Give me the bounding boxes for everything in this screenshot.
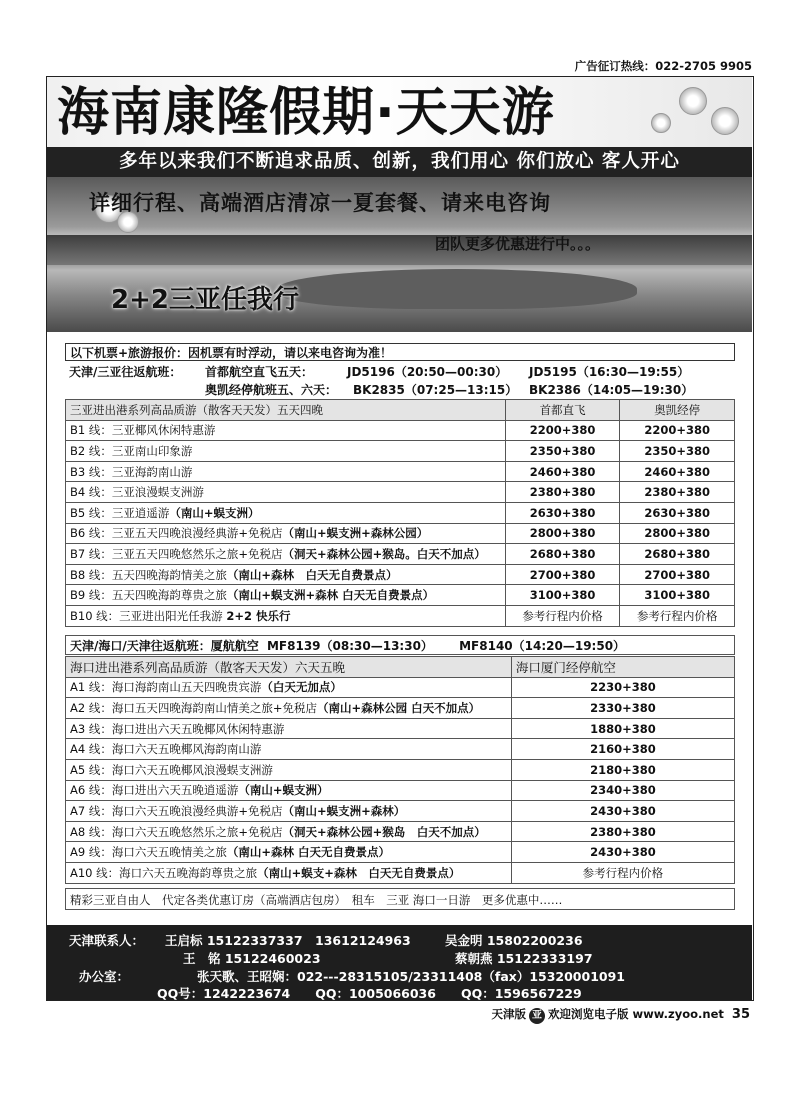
price-cell: 2700+380 xyxy=(505,564,620,585)
price-cell: 2680+380 xyxy=(505,544,620,565)
route-name: A9 线：海口六天五晚情美之旅 xyxy=(70,845,227,860)
banner-headline: 详细行程、高端酒店清凉一夏套餐、请来电咨询 xyxy=(89,191,551,215)
banner-group-offer: 团队更多优惠进行中。。。 xyxy=(435,235,601,253)
route-name: B10 线：三亚进出阳光任我游 xyxy=(70,608,227,623)
price-cell: 2350+380 xyxy=(620,441,735,462)
footer-website[interactable]: 欢迎浏览电子版 www.zyoo.net xyxy=(548,1007,724,1021)
price-cell: 2160+380 xyxy=(511,739,734,760)
price-cell: 2380+380 xyxy=(620,482,735,503)
route-highlight: （洞天+森林公园+猴岛 白天不加点） xyxy=(282,824,486,839)
price-cell: 2680+380 xyxy=(620,544,735,565)
haikou-price-table xyxy=(65,656,735,884)
table-row xyxy=(66,780,735,801)
table-header-row xyxy=(66,400,735,421)
price-cell: 2630+380 xyxy=(620,502,735,523)
capital-flight-1: JD5196（20:50—00:30） xyxy=(347,365,508,379)
edition-label: 天津版 xyxy=(491,1007,527,1021)
zyoo-logo-icon: 亚 xyxy=(529,1008,545,1024)
haikou-flight-1: MF8139（08:30—13:30） xyxy=(266,639,433,653)
price-cell: 2230+380 xyxy=(511,677,734,698)
contact-block xyxy=(47,925,752,1001)
col-capital-direct: 首都直飞 xyxy=(505,400,620,421)
ad-hotline: 广告征订热线：022-2705 9905 xyxy=(574,59,752,73)
table-row xyxy=(66,461,735,482)
route-name: B5 线：三亚逍遥游 xyxy=(70,505,170,520)
table-header-row xyxy=(66,657,735,678)
route-highlight: 2+2 快乐行 xyxy=(226,608,291,623)
route-highlight: （白天无加点） xyxy=(261,680,342,695)
route-name: A3 线：海口进出六天五晚椰风休闲特惠游 xyxy=(70,721,285,736)
banner-package-name: 2+2三亚任我行 xyxy=(111,285,299,315)
table-row xyxy=(66,544,735,565)
contact-wu-jinming: 吴金明 15802200236 xyxy=(445,933,583,948)
route-name: B4 线：三亚浪漫蜈支洲游 xyxy=(70,485,204,500)
okay-airline-label: 奥凯经停航班五、六天： xyxy=(205,383,338,397)
route-name: B6 线：三亚五天四晚浪漫经典游+免税店 xyxy=(70,526,283,541)
qq-numbers: QQ号：1242223674 QQ：1005066036 QQ：1596567229 xyxy=(157,986,582,1001)
table-row xyxy=(66,842,735,863)
plumeria-flower-icon xyxy=(651,113,671,133)
route-highlight: （南山+蜈支+森林 白天无自费景点） xyxy=(257,865,461,880)
office-label: 办公室： xyxy=(79,969,130,984)
route-highlight: （洞天+森林公园+猴岛。白天不加点） xyxy=(282,546,486,561)
sanya-flight-label: 天津/三亚往返航班： xyxy=(69,365,182,379)
price-cell: 参考行程内价格 xyxy=(620,605,735,626)
route-name: A6 线：海口进出六天五晚逍遥游 xyxy=(70,783,239,798)
route-name: A8 线：海口六天五晚悠然乐之旅+免税店 xyxy=(70,824,283,839)
price-cell: 2200+380 xyxy=(620,420,735,441)
route-highlight: （南山+蜈支洲） xyxy=(169,505,260,520)
price-cell: 2180+380 xyxy=(511,759,734,780)
col-haikou-xiamen-stop: 海口厦门经停航空 xyxy=(511,657,734,678)
brand-title: 海南康隆假期·天天游 xyxy=(57,83,555,143)
route-name: A10 线：海口六天五晚海韵尊贵之旅 xyxy=(70,865,258,880)
route-name: A5 线：海口六天五晚椰风浪漫蜈支洲游 xyxy=(70,762,273,777)
contact-cai-chaoyan: 蔡朝燕 15122333197 xyxy=(455,951,593,966)
plumeria-flower-icon xyxy=(679,87,707,115)
hills-silhouette xyxy=(47,235,752,265)
contact-wang-qibiao: 王启标 15122337337 13612124963 xyxy=(165,933,411,948)
price-note: 以下机票+旅游报价：因机票有时浮动，请以来电咨询为准！ xyxy=(65,343,735,361)
haikou-airline: 厦航航空 xyxy=(210,639,259,653)
price-cell: 2800+380 xyxy=(505,523,620,544)
table-row xyxy=(66,677,735,698)
page-number: 35 xyxy=(731,1007,750,1022)
price-cell: 2200+380 xyxy=(505,420,620,441)
haikou-flight-row xyxy=(65,635,735,655)
route-highlight: （南山+蜈支洲+森林 白天无自费景点） xyxy=(226,588,435,603)
table-row xyxy=(66,739,735,760)
brand-header xyxy=(47,77,752,147)
price-cell: 2430+380 xyxy=(511,842,734,863)
table-row xyxy=(66,502,735,523)
price-cell: 2380+380 xyxy=(511,821,734,842)
capital-flight-2: JD5195（16:30—19:55） xyxy=(529,365,690,379)
route-name: A7 线：海口六天五晚浪漫经典游+免税店 xyxy=(70,803,283,818)
page-footer xyxy=(492,1006,750,1024)
table-row xyxy=(66,698,735,719)
haikou-flight-2: MF8140（14:20—19:50） xyxy=(459,639,626,653)
route-highlight: （南山+森林 白天无自费景点） xyxy=(226,567,398,582)
okay-flight-1: BK2835（07:25—13:15） xyxy=(353,383,518,397)
table-row xyxy=(66,759,735,780)
price-cell: 2700+380 xyxy=(620,564,735,585)
price-cell: 2800+380 xyxy=(620,523,735,544)
table-row xyxy=(66,605,735,626)
route-highlight: （南山+森林公园 白天不加点） xyxy=(316,700,481,715)
table-row xyxy=(66,441,735,462)
table-row xyxy=(66,420,735,441)
price-cell: 参考行程内价格 xyxy=(511,862,734,883)
price-cell: 2460+380 xyxy=(505,461,620,482)
route-name: B2 线：三亚南山印象游 xyxy=(70,443,193,458)
table-row xyxy=(66,801,735,822)
route-highlight: （南山+蜈支洲+森林公园） xyxy=(282,526,429,541)
route-name: A2 线：海口五天四晚海韵南山情美之旅+免税店 xyxy=(70,700,317,715)
extra-services: 精彩三亚自由人 代定各类优惠订房（高端酒店包房） 租车 三亚 海口一日游 更多优惠中…… xyxy=(65,888,735,910)
price-cell: 3100+380 xyxy=(505,585,620,606)
haikou-table-title: 海口进出港系列高品质游（散客天天发）六天五晚 xyxy=(66,657,512,678)
route-highlight: （南山+森林 白天无自费景点） xyxy=(226,845,390,860)
price-cell: 2380+380 xyxy=(505,482,620,503)
capital-airline-label: 首都航空直飞五天： xyxy=(205,365,314,379)
route-highlight: （南山+蜈支洲） xyxy=(238,783,329,798)
route-name: A1 线：海口海韵南山五天四晚贵宾游 xyxy=(70,680,262,695)
office-phones: 张天歌、王昭娴：022---28315105/23311408（fax）15320001091 xyxy=(197,969,625,984)
route-name: B8 线：五天四晚海韵情美之旅 xyxy=(70,567,227,582)
table-row xyxy=(66,523,735,544)
price-cell: 参考行程内价格 xyxy=(505,605,620,626)
col-okay-stop: 奥凯经停 xyxy=(620,400,735,421)
price-cell: 2460+380 xyxy=(620,461,735,482)
table-row xyxy=(66,718,735,739)
slogan-bar: 多年以来我们不断追求品质、创新，我们用心 你们放心 客人开心 xyxy=(47,147,752,177)
haikou-flight-label: 天津/海口/天津往返航班： xyxy=(70,639,211,653)
price-cell: 2340+380 xyxy=(511,780,734,801)
route-name: B3 线：三亚海韵南山游 xyxy=(70,464,193,479)
table-row xyxy=(66,862,735,883)
route-name: A4 线：海口六天五晚椰风海韵南山游 xyxy=(70,742,262,757)
price-cell: 1880+380 xyxy=(511,718,734,739)
route-name: B9 线：五天四晚海韵尊贵之旅 xyxy=(70,588,227,603)
sanya-price-table xyxy=(65,399,735,627)
sanya-table-title: 三亚进出港系列高品质游（散客天天发）五天四晚 xyxy=(66,400,506,421)
route-name: B1 线：三亚椰风休闲特惠游 xyxy=(70,423,216,438)
island-silhouette xyxy=(277,269,637,309)
table-row xyxy=(66,821,735,842)
price-cell: 2430+380 xyxy=(511,801,734,822)
price-cell: 2350+380 xyxy=(505,441,620,462)
plumeria-flower-icon xyxy=(711,107,739,135)
contact-wang-ming: 王 铭 15122460023 xyxy=(183,951,321,966)
table-row xyxy=(66,564,735,585)
route-highlight: （南山+蜈支洲+森林） xyxy=(282,803,406,818)
price-cell: 2330+380 xyxy=(511,698,734,719)
okay-flight-2: BK2386（14:05—19:30） xyxy=(529,383,694,397)
advert-frame xyxy=(46,76,754,1001)
table-row xyxy=(66,585,735,606)
contact-label: 天津联系人： xyxy=(69,933,145,948)
price-cell: 2630+380 xyxy=(505,502,620,523)
table-row xyxy=(66,482,735,503)
route-name: B7 线：三亚五天四晚悠然乐之旅+免税店 xyxy=(70,546,283,561)
price-cell: 3100+380 xyxy=(620,585,735,606)
